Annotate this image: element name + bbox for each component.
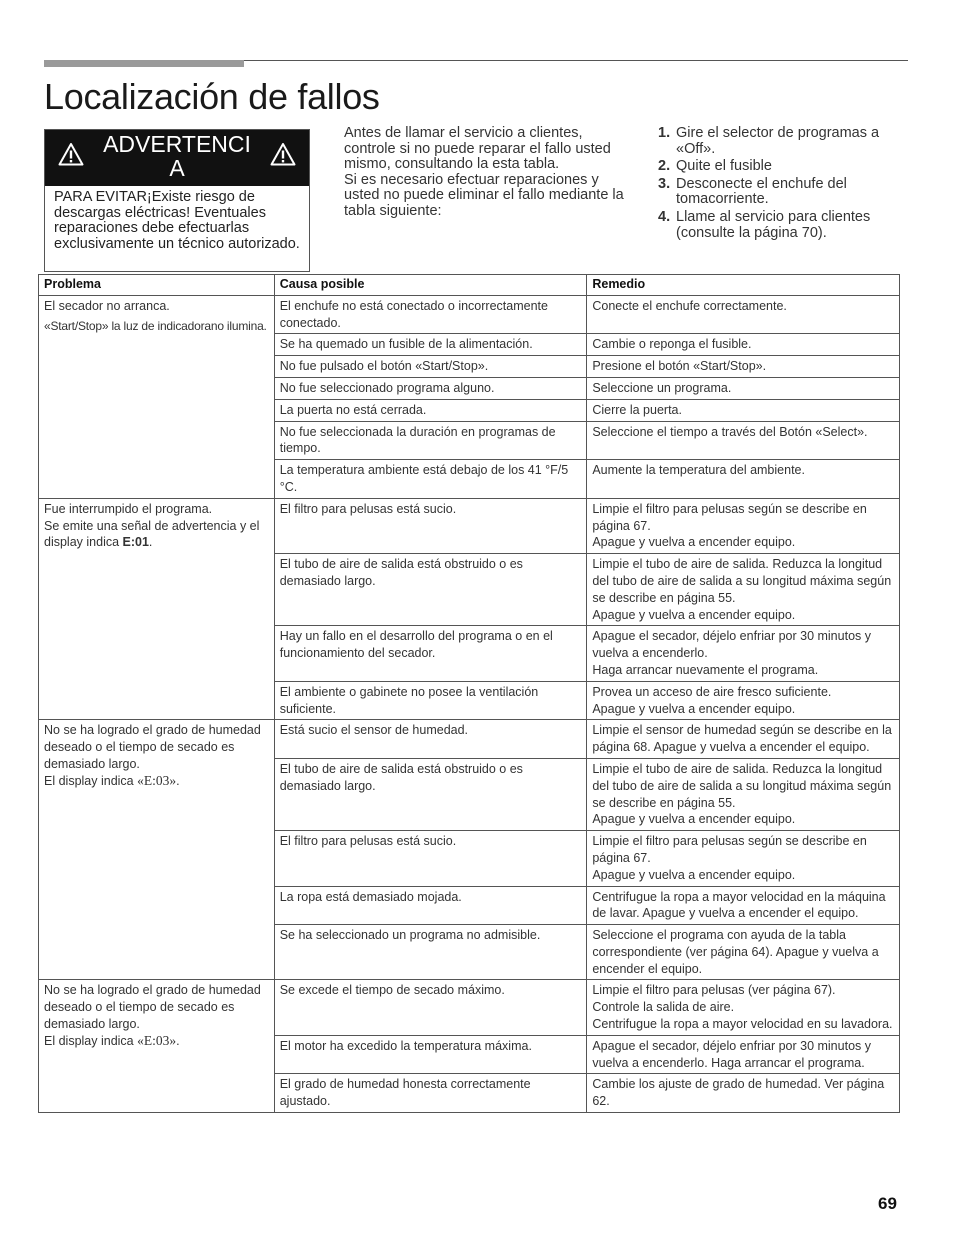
remedy-cell [587, 1074, 900, 1113]
cause-cell: El grado de humedad honesta correctamente ajustado. [274, 1074, 587, 1113]
remedy-cell [587, 720, 900, 759]
remedy-line: Cambie los ajuste de grado de humedad. Ver página 62. [592, 1077, 885, 1109]
step-number: 2. [658, 158, 671, 175]
column-header-remedio: Remedio [587, 275, 900, 296]
cause-cell: Está sucio el sensor de humedad. [274, 720, 587, 759]
warning-text: PARA EVITAR¡Existe riesgo de descargas eléctricas! Eventuales reparaciones debe efectuarlas exclusivamente un técnico autorizado. [54, 189, 300, 252]
table-row [39, 498, 900, 553]
cause-cell: La puerta no está cerrada. [274, 399, 587, 421]
remedy-cell [587, 681, 900, 720]
step-number: 1. [658, 125, 671, 141]
warning-triangle-icon [270, 142, 296, 166]
warning-title [97, 132, 257, 180]
remedy-cell: Seleccione el tiempo a través del Botón «Select». [587, 421, 900, 460]
step-item [656, 159, 906, 175]
remedy-line: Apague el secador, déjelo enfriar por 30 minutos y vuelva a encenderlo. [592, 629, 871, 661]
remedy-line: Limpie el tubo de aire de salida. Reduzca la longitud del tubo de aire de salida a su longitud máxima según se describe en página 55. [592, 557, 892, 605]
remedy-line: Provea un acceso de aire fresco suficiente. [592, 684, 832, 699]
remedy-cell: Aumente la temperatura del ambiente. [587, 460, 900, 499]
cause-cell: El filtro para pelusas está sucio. [274, 498, 587, 553]
remedy-line: Apague y vuelva a encender equipo. [592, 812, 796, 827]
remedy-line: Centrifugue la ropa a mayor velocidad en la máquina de lavar. Apague y vuelva a encender el equipo. [592, 889, 886, 921]
problem-text-part: El display indica [44, 1033, 138, 1048]
remedy-line: Apague y vuelva a encender equipo. [592, 535, 796, 550]
problem-text [44, 773, 269, 790]
remedy-cell [587, 1035, 900, 1074]
problem-text [44, 518, 269, 552]
remedy-cell [587, 925, 900, 980]
step-item [656, 210, 906, 241]
remedy-cell: Seleccione un programa. [587, 377, 900, 399]
problem-text: «Start/Stop» la luz de indicadorano ilumina. [44, 318, 267, 333]
step-number: 4. [658, 208, 671, 225]
problem-cell [39, 980, 275, 1113]
problem-cell [39, 295, 275, 498]
step-text: Gire el selector de programas a «Off». [676, 125, 880, 157]
step-text: Desconecte el enchufe del tomacorriente. [676, 175, 847, 208]
remedy-line: Seleccione el programa con ayuda de la tabla correspondiente (ver página 64). Apague y vuelva a encender el equipo. [592, 928, 879, 976]
remedy-cell [587, 554, 900, 626]
remedy-cell [587, 831, 900, 886]
problem-text-part: Se emite una señal de advertencia y el display indica [44, 518, 260, 550]
remedy-cell [587, 498, 900, 553]
cause-cell: El enchufe no está conectado o incorrectamente conectado. [274, 295, 587, 334]
cause-cell: Se ha quemado un fusible de la alimentación. [274, 334, 587, 356]
cause-cell: El filtro para pelusas está sucio. [274, 831, 587, 886]
problem-text-part: . [148, 535, 153, 550]
remedy-line: Apague y vuelva a encender equipo. [592, 867, 796, 882]
table-row [39, 720, 900, 759]
cause-cell: La ropa está demasiado mojada. [274, 886, 587, 925]
problem-text: No se ha logrado el grado de humedad deseado o el tiempo de secado es demasiado largo. [44, 723, 261, 771]
remedy-line: Limpie el tubo de aire de salida. Reduzca la longitud del tubo de aire de salida a su longitud máxima según se describe en página 55. [592, 761, 892, 810]
remedy-cell: Conecte el enchufe correctamente. [587, 295, 900, 334]
remedy-line: Centrifugue la ropa a mayor velocidad en su lavadora. [592, 1017, 893, 1032]
remedy-cell: Cierre la puerta. [587, 399, 900, 421]
step-text: Llame al servicio para clientes (consulte la página 70). [676, 208, 871, 241]
remedy-line: Limpie el filtro para pelusas (ver página 67). [592, 983, 836, 998]
problem-text [44, 1033, 269, 1050]
warning-title-line1: ADVERTENCI [103, 131, 251, 157]
cause-cell: Se ha seleccionado un programa no admisible. [274, 925, 587, 980]
warning-title-line2: A [169, 155, 185, 181]
cause-cell: No fue seleccionada la duración en programas de tiempo. [274, 421, 587, 460]
page-title: Localización de fallos [44, 76, 380, 117]
problem-text-part: El display indica [44, 773, 138, 788]
step-number: 3. [658, 175, 671, 192]
cause-cell: La temperatura ambiente está debajo de los 41 °F/5 °C. [274, 460, 587, 499]
error-code: E:01 [122, 535, 149, 550]
problem-text: No se ha logrado el grado de humedad deseado o el tiempo de secado es demasiado largo. [44, 983, 261, 1032]
step-item [656, 126, 906, 157]
page-number: 69 [878, 1194, 897, 1213]
intro-text [344, 126, 624, 220]
warning-triangle-icon [58, 142, 84, 166]
remedy-line: Controle la salida de aire. [592, 1000, 735, 1015]
table-header-row [39, 275, 900, 296]
problem-text-part: . [176, 1033, 180, 1048]
error-code: «E:03» [137, 1032, 177, 1048]
table-row [39, 295, 900, 334]
remedy-line: Haga arrancar nuevamente el programa. [592, 662, 819, 677]
error-code: «E:03» [137, 772, 177, 788]
remedy-line: Limpie el filtro para pelusas según se describe en página 67. [592, 501, 867, 533]
remedy-line: Limpie el filtro para pelusas según se describe en página 67. [592, 834, 867, 865]
table-row [39, 980, 900, 1035]
cause-cell: Hay un fallo en el desarrollo del programa o en el funcionamiento del secador. [274, 626, 587, 681]
column-header-causa: Causa posible [274, 275, 587, 296]
remedy-line: Limpie el sensor de humedad según se describe en la página 68. Apague y vuelva a encender el equipo. [592, 723, 892, 755]
cause-cell: El tubo de aire de salida está obstruido o es demasiado largo. [274, 758, 587, 830]
cause-cell: El tubo de aire de salida está obstruido o es demasiado largo. [274, 554, 587, 626]
problem-cell [39, 498, 275, 720]
remedy-line: Apague y vuelva a encender equipo. [592, 701, 796, 716]
intro-paragraph: Si es necesario efectuar reparaciones y usted no puede eliminar el fallo mediante la tabla siguiente: [344, 171, 624, 219]
cause-cell: El motor ha excedido la temperatura máxima. [274, 1035, 587, 1074]
step-item [656, 177, 906, 208]
remedy-line: Apague el secador, déjelo enfriar por 30 minutos y vuelva a encenderlo. Haga arrancar el programa. [592, 1038, 871, 1070]
problem-cell [39, 720, 275, 980]
remedy-cell [587, 886, 900, 925]
intro-paragraph: Antes de llamar el servicio a clientes, controle si no puede reparar el fallo usted mismo, consultando la esta tabla. [344, 125, 611, 173]
remedy-line: Apague y vuelva a encender equipo. [592, 607, 796, 622]
steps-list [656, 126, 906, 243]
remedy-cell [587, 626, 900, 681]
troubleshooting-table [38, 274, 900, 1113]
remedy-cell: Presione el botón «Start/Stop». [587, 356, 900, 378]
cause-cell: No fue seleccionado programa alguno. [274, 377, 587, 399]
cause-cell: No fue pulsado el botón «Start/Stop». [274, 356, 587, 378]
remedy-cell [587, 758, 900, 830]
top-accent-bar [44, 60, 244, 67]
problem-text: Fue interrumpido el programa. [44, 501, 213, 516]
warning-box [44, 129, 310, 272]
cause-cell: Se excede el tiempo de secado máximo. [274, 980, 587, 1035]
cause-cell: El ambiente o gabinete no posee la ventilación suficiente. [274, 681, 587, 720]
remedy-cell: Cambie o reponga el fusible. [587, 334, 900, 356]
warning-header [45, 130, 309, 186]
step-text: Quite el fusible [676, 158, 772, 175]
problem-text: El secador no arranca. [44, 298, 170, 313]
column-header-problema: Problema [39, 275, 275, 296]
problem-text-part: . [176, 773, 180, 788]
remedy-cell [587, 980, 900, 1035]
